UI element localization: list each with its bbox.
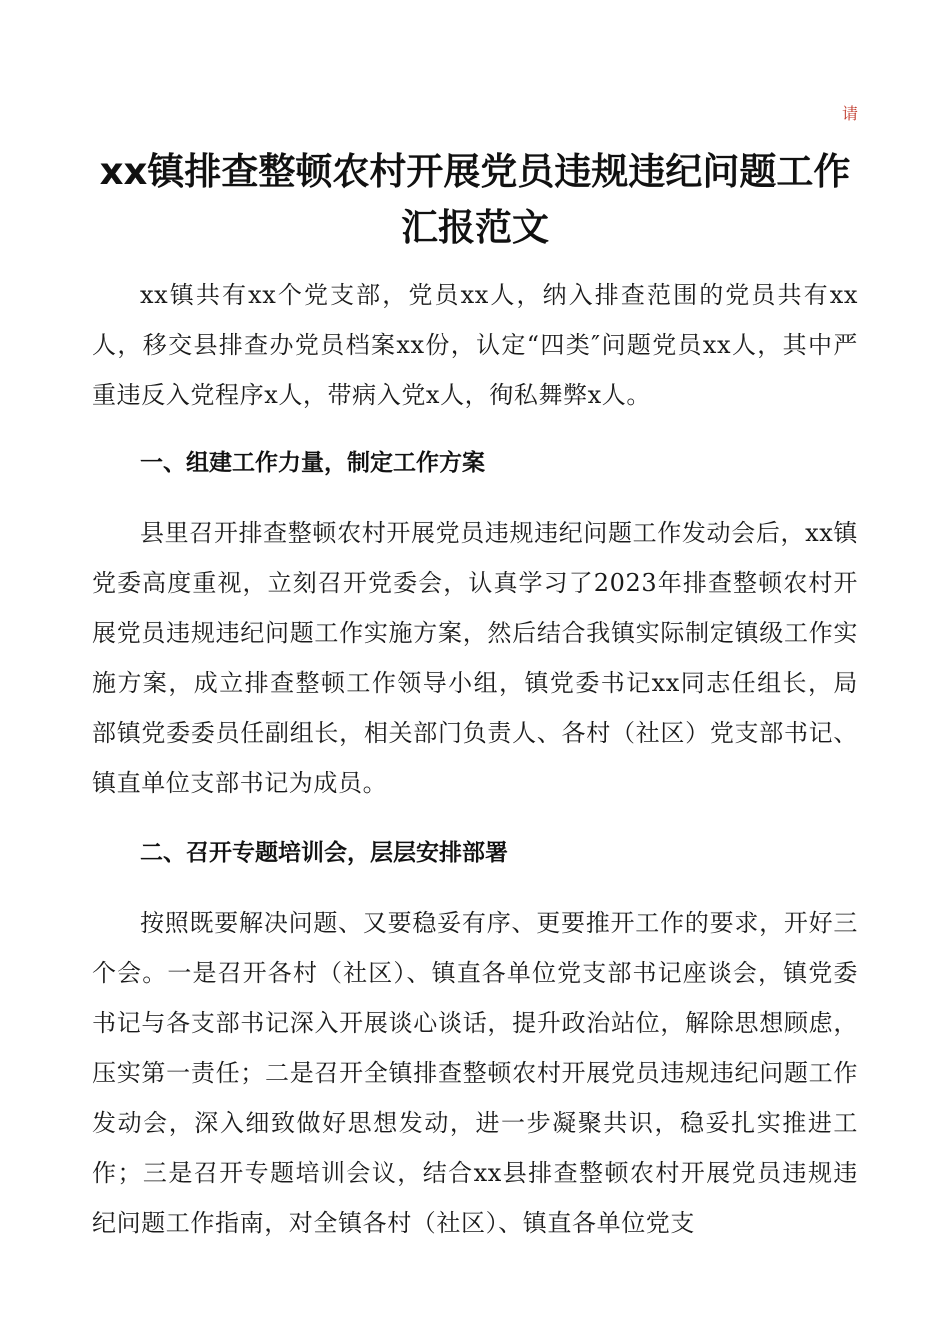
section-1-paragraph: 县里召开排查整顿农村开展党员违规违纪问题工作发动会后，xx镇党委高度重视，立刻召开党委会，认真学习了2023年排查整顿农村开展党员违规违纪问题工作实施方案，然后结合我镇实际制定镇级工作实施方案，成立排查整顿工作领导小组，镇党委书记xx同志任组长，局部镇党委委员任副组长，相关部门负责人、各村（社区）党支部书记、镇直单位支部书记为成员。 [92,519,858,797]
document-body [92,270,858,1248]
section-2-heading: 二、召开专题培训会，层层安排部署 [140,840,508,866]
document-title: xx镇排查整顿农村开展党员违规违纪问题工作汇报范文 [99,150,851,249]
section-1-heading: 一、组建工作力量，制定工作方案 [140,450,485,476]
corner-mark: 请 [841,104,858,123]
intro-paragraph: xx镇共有xx个党支部，党员xx人，纳入排查范围的党员共有xx人，移交县排查办党员档案xx份，认定“四类″问题党员xx人，其中严重违反入党程序x人，带病入党x人，徇私舞弊x人。 [92,281,858,409]
section-2-paragraph: 按照既要解决问题、又要稳妥有序、更要推开工作的要求，开好三个会。一是召开各村（社区）、镇直各单位党支部书记座谈会，镇党委书记与各支部书记深入开展谈心谈话，提升政治站位，解除思想顾虑，压实第一责任；二是召开全镇排查整顿农村开展党员违规违纪问题工作发动会，深入细致做好思想发动，进一步凝聚共识，稳妥扎实推进工作；三是召开专题培训会议，结合xx县排查整顿农村开展党员违规违纪问题工作指南，对全镇各村（社区）、镇直各单位党支 [92,909,858,1237]
